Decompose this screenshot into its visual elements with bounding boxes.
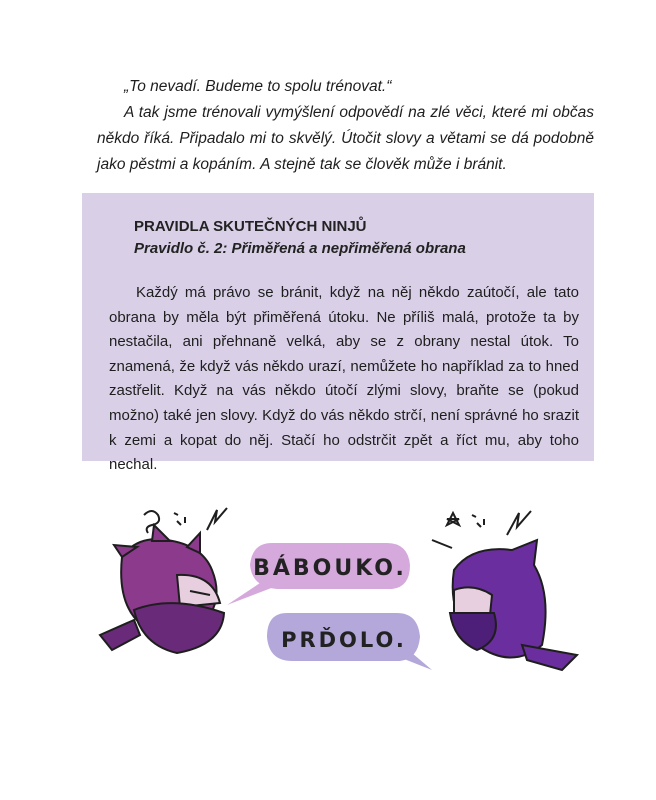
rules-heading xyxy=(134,216,466,260)
intro-line-1: „To nevadí. Budeme to spolu trénovat.“ xyxy=(124,78,392,95)
left-ninja xyxy=(100,525,224,653)
speech-bubble-right xyxy=(267,613,432,670)
rules-box xyxy=(82,193,594,474)
ninja-illustration xyxy=(82,495,594,715)
speech-bubble-left xyxy=(227,543,410,605)
ninja-drawing xyxy=(82,495,594,715)
rules-subtitle: Pravidlo č. 2: Přiměřená a nepřiměřená obrana xyxy=(134,240,466,257)
bubble-right-text: PRĎOLO. xyxy=(281,628,407,652)
anger-marks-right xyxy=(432,511,531,548)
rules-paragraph: Každý má právo se bránit, když na něj někdo zaútočí, ale tato obrana by měla být přiměřená útoku. Ne příliš malá, protože ta by nestačila, ani přehnaně velká, aby se z obrany nestal útok. To znamená, že když vás někdo urazí, nemůžete ho například za to hned zastřelit. Když na vás někdo útočí zlými slovy, braňte se (pokud možno) také jen slovy. Když do vás někdo strčí, není správné ho srazit k zemi a kopat do něj. Stačí ho odstrčit zpět a říct mu, aby toho nechal. xyxy=(109,284,579,474)
intro-text xyxy=(97,74,594,178)
bubble-left-text: BÁBOUKO. xyxy=(253,556,407,581)
rules-title: PRAVIDLA SKUTEČNÝCH NINJŮ xyxy=(134,218,367,235)
rules-text xyxy=(109,281,579,478)
intro-paragraph: A tak jsme trénovali vymýšlení odpovědí na zlé věci, které mi občas někdo říká. Připadalo mi to skvělý. Útočit slovy a větami se dá podobně jako pěstmi a kopáním. A stejně tak se člověk může i bránit. xyxy=(97,104,594,173)
right-ninja xyxy=(450,540,577,670)
